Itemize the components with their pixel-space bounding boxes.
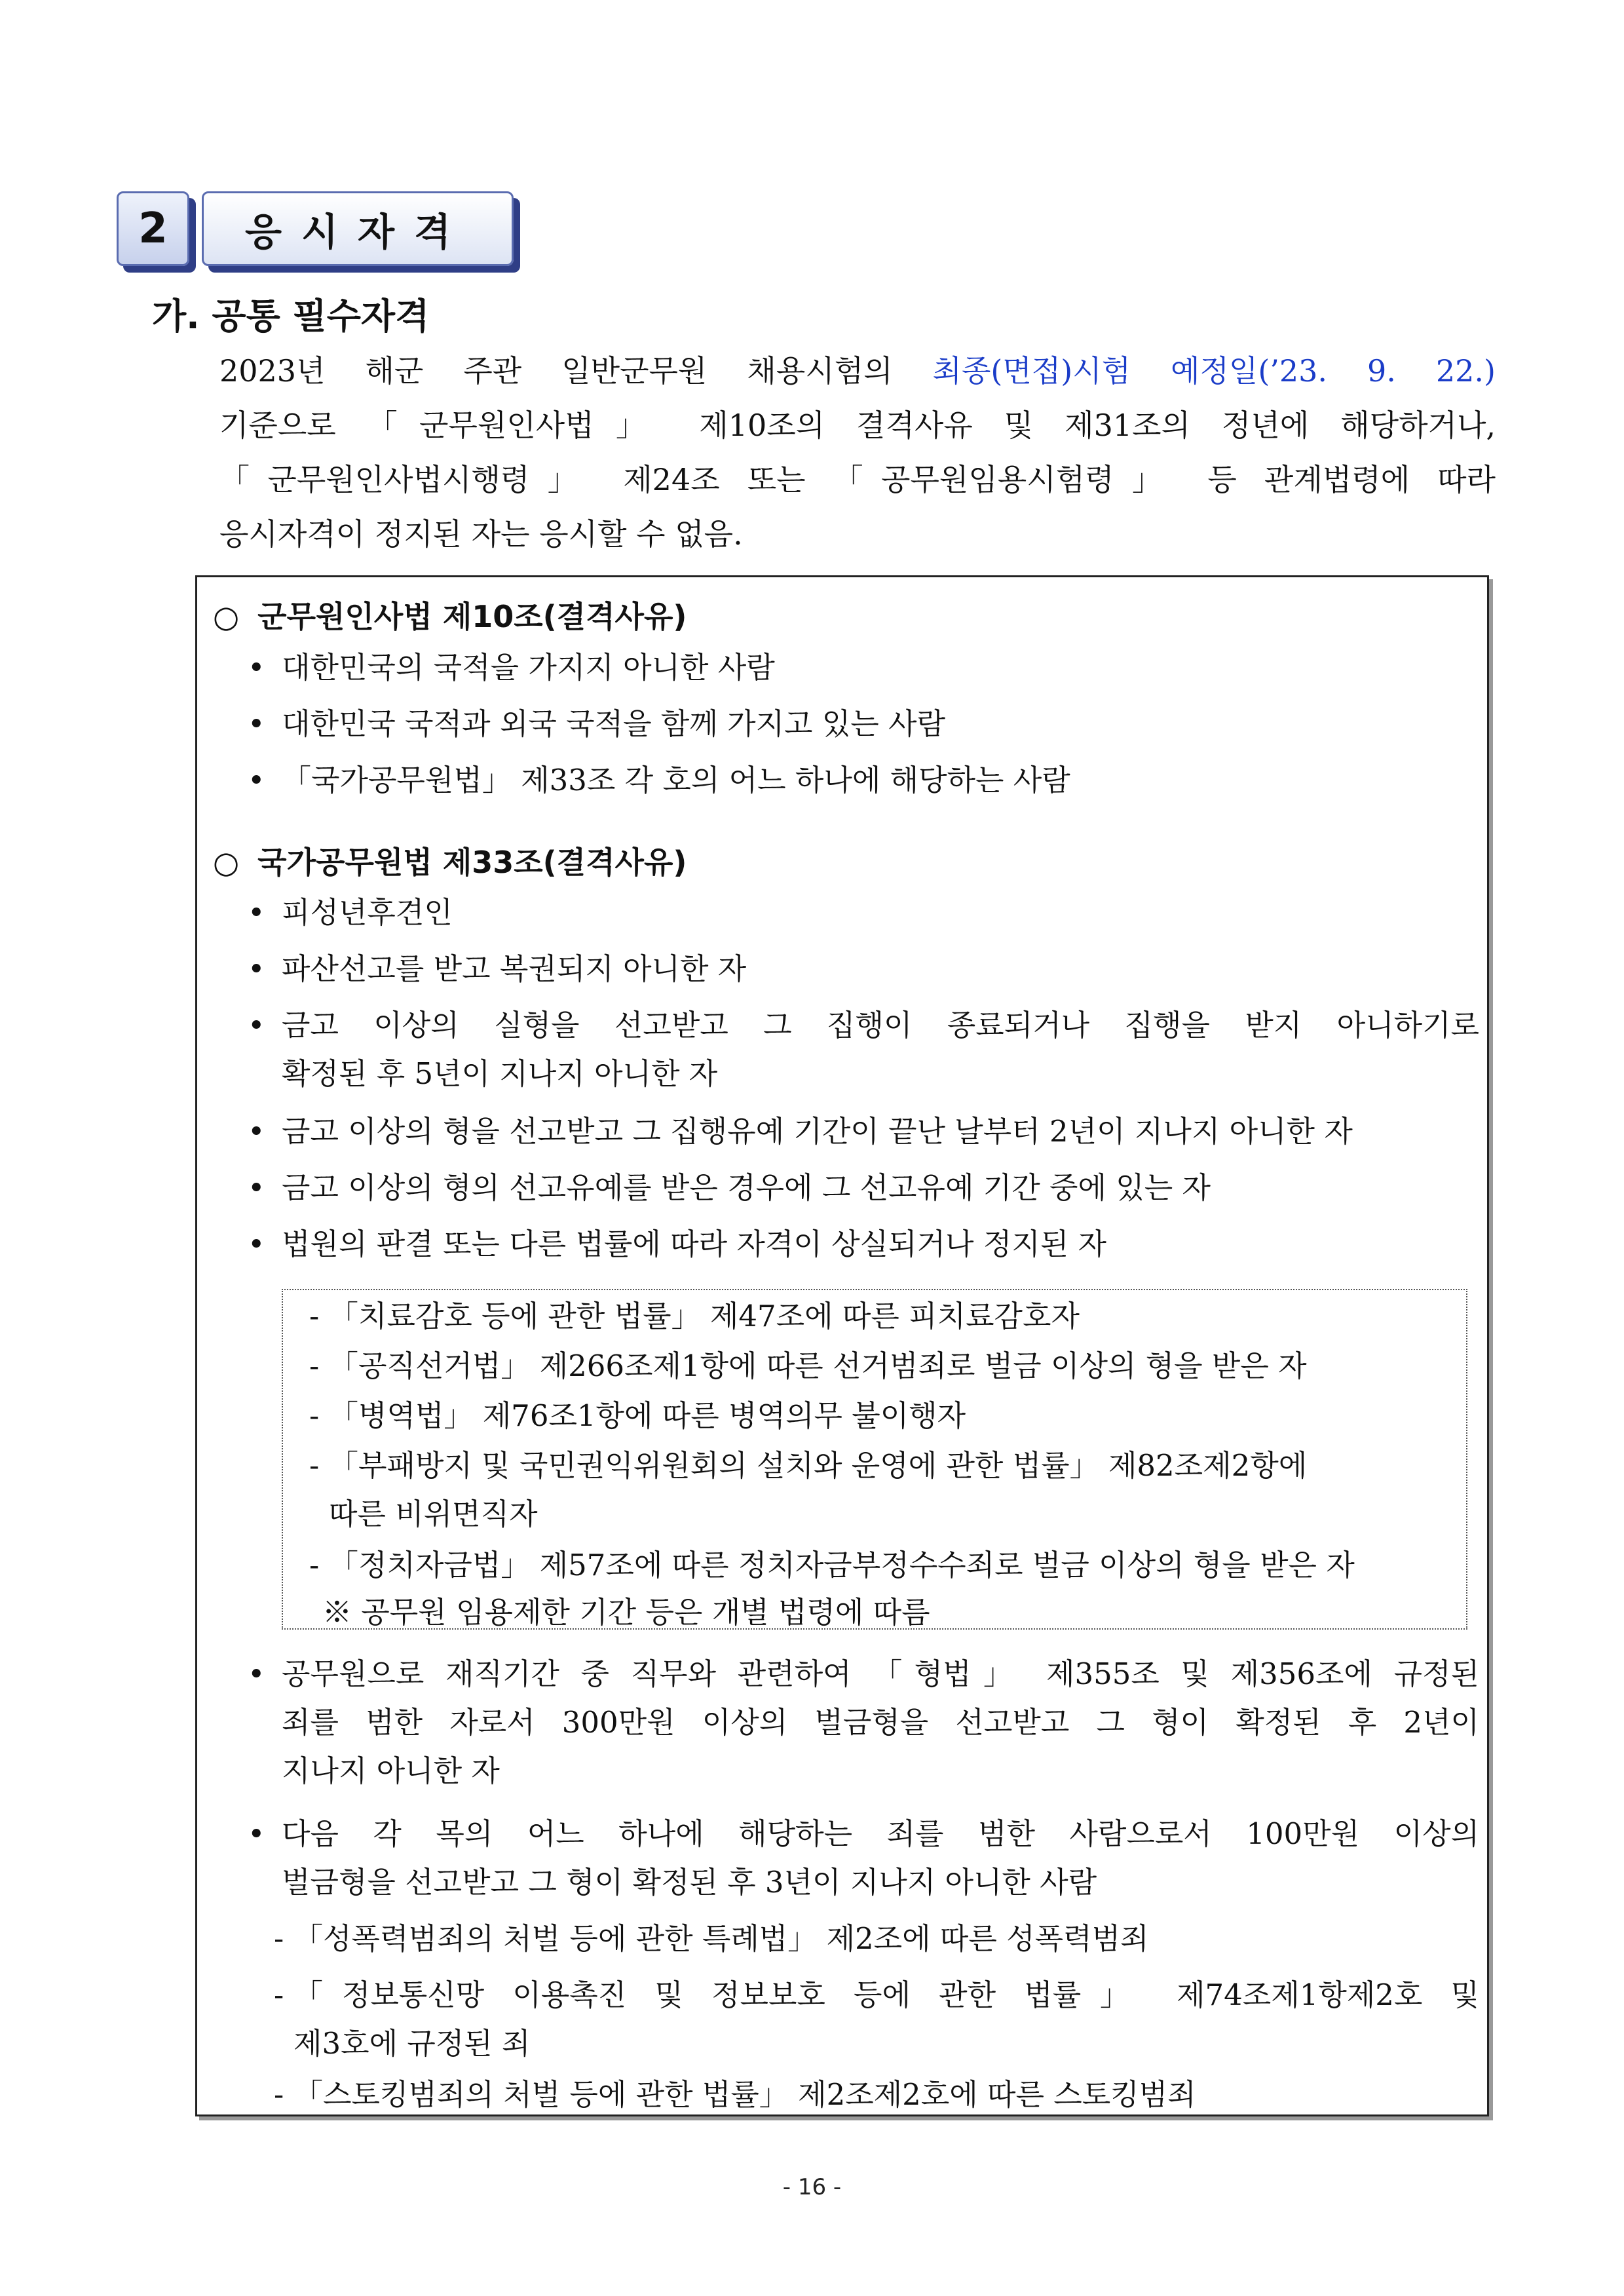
- list-item-text: 법원의 판결 또는 다른 법률에 따라 자격이 상실되거나 정지된 자: [282, 1227, 1106, 1261]
- dash-marker: -: [309, 1349, 320, 1383]
- bullet-icon: •: [248, 1008, 265, 1043]
- bullet-icon: •: [248, 1656, 265, 1691]
- intro-line-1: [219, 344, 1496, 398]
- group1-heading: [213, 593, 687, 636]
- bullet-icon: •: [248, 1816, 265, 1851]
- bullet-icon: •: [248, 706, 265, 741]
- list-item-text: 벌금형을 선고받고 그 형이 확정된 후 3년이 지나지 아니한 사람: [282, 1865, 1097, 1900]
- sub-item-text: 「정보통신망 이용촉진 및 정보보호 등에 관한 법률」 제74조제1항제2호 및: [293, 1978, 1479, 2012]
- law-line-text: 「병역법」 제76조1항에 따른 병역의무 불이행자: [329, 1398, 966, 1433]
- dash-marker: -: [309, 1299, 320, 1333]
- list-item-text: 피성년후견인: [282, 895, 453, 930]
- circle-marker: ○: [213, 845, 240, 880]
- dash-marker: -: [274, 1978, 284, 2012]
- dash-marker: -: [274, 2077, 284, 2112]
- section-number-badge: 2: [117, 191, 189, 266]
- list-item-text: 지나지 아니한 자: [282, 1753, 500, 1788]
- subsection-heading: 가. 공통 필수자격: [152, 296, 430, 337]
- law-line-text: 따른 비위면직자: [329, 1497, 538, 1531]
- intro-line-4: 응시자격이 정지된 자는 응시할 수 없음.: [219, 516, 743, 552]
- dash-marker: -: [274, 1921, 284, 1956]
- bullet-icon: •: [248, 763, 265, 797]
- list-item-text: 확정된 후 5년이 지나지 아니한 자: [282, 1056, 718, 1091]
- sub-item-text: 「성폭력범죄의 처벌 등에 관한 특례법」 제2조에 따른 성폭력범죄: [293, 1921, 1149, 1956]
- page-number: - 16 -: [782, 2174, 842, 2200]
- group2-title: 국가공무원법 제33조(결격사유): [257, 845, 687, 880]
- dash-marker: -: [309, 1548, 320, 1582]
- list-item-text: 금고 이상의 형을 선고받고 그 집행유예 기간이 끝난 날부터 2년이 지나지 아니한 자: [282, 1114, 1353, 1149]
- dash-marker: -: [309, 1398, 320, 1433]
- bullet-icon: •: [248, 1170, 265, 1205]
- circle-marker: ○: [213, 599, 240, 634]
- list-item-text: 금고 이상의 형의 선고유예를 받은 경우에 그 선고유예 기간 중에 있는 자: [282, 1170, 1211, 1205]
- intro-line-3: 「군무원인사법시행령」 제24조 또는 「공무원임용시험령」 등 관계법령에 따라: [219, 462, 1496, 497]
- group2-heading: [213, 839, 687, 882]
- intro-line-2: 기준으로 「군무원인사법」 제10조의 결격사유 및 제31조의 정년에 해당하거나,: [219, 408, 1496, 443]
- list-item-text: 공무원으로 재직기간 중 직무와 관련하여 「형법」 제355조 및 제356조에 규정된: [282, 1656, 1479, 1691]
- intro-line-1-text: 2023년 해군 주관 일반군무원 채용시험의: [219, 353, 933, 389]
- section-title: 응시자격: [202, 191, 514, 266]
- list-item-text: 파산선고를 받고 복권되지 아니한 자: [282, 951, 747, 986]
- sub-item-text: 제3호에 규정된 죄: [293, 2026, 531, 2061]
- law-line-text: 「정치자금법」 제57조에 따른 정치자금부정수수죄로 벌금 이상의 형을 받은 자: [329, 1548, 1355, 1582]
- list-item-text: 금고 이상의 실형을 선고받고 그 집행이 종료되거나 집행을 받지 아니하기로: [282, 1008, 1479, 1043]
- law-line-text: 「부패방지 및 국민권익위원회의 설치와 운영에 관한 법률」 제82조제2항에: [329, 1448, 1308, 1483]
- bullet-icon: •: [248, 895, 265, 930]
- law-line-text: 「치료감호 등에 관한 법률」 제47조에 따른 피치료감호자: [329, 1299, 1080, 1333]
- list-item-text: 「국가공무원법」 제33조 각 호의 어느 하나에 해당하는 사람: [282, 763, 1070, 797]
- bullet-icon: •: [248, 1227, 265, 1261]
- law-note-text: ※ 공무원 임용제한 기간 등은 개별 법령에 따름: [322, 1595, 930, 1630]
- list-item-text: 다음 각 목의 어느 하나에 해당하는 죄를 범한 사람으로서 100만원 이상의: [282, 1816, 1479, 1851]
- list-item-text: 대한민국 국적과 외국 국적을 함께 가지고 있는 사람: [282, 706, 946, 741]
- group1-title: 군무원인사법 제10조(결격사유): [257, 599, 687, 634]
- list-item-text: 죄를 범한 자로서 300만원 이상의 벌금형을 선고받고 그 형이 확정된 후 2년이: [282, 1705, 1479, 1740]
- law-line-text: 「공직선거법」 제266조제1항에 따른 선거범죄로 벌금 이상의 형을 받은 자: [329, 1349, 1307, 1383]
- bullet-icon: •: [248, 1114, 265, 1149]
- sub-item-text: 「스토킹범죄의 처벌 등에 관한 법률」 제2조제2호에 따른 스토킹범죄: [293, 2077, 1196, 2112]
- list-item-text: 대한민국의 국적을 가지지 아니한 사람: [282, 650, 775, 685]
- bullet-icon: •: [248, 650, 265, 685]
- intro-paragraph: [219, 344, 1496, 562]
- bullet-icon: •: [248, 951, 265, 986]
- exam-date-highlight: 최종(면접)시험 예정일(’23. 9. 22.): [932, 353, 1496, 389]
- dash-marker: -: [309, 1448, 320, 1483]
